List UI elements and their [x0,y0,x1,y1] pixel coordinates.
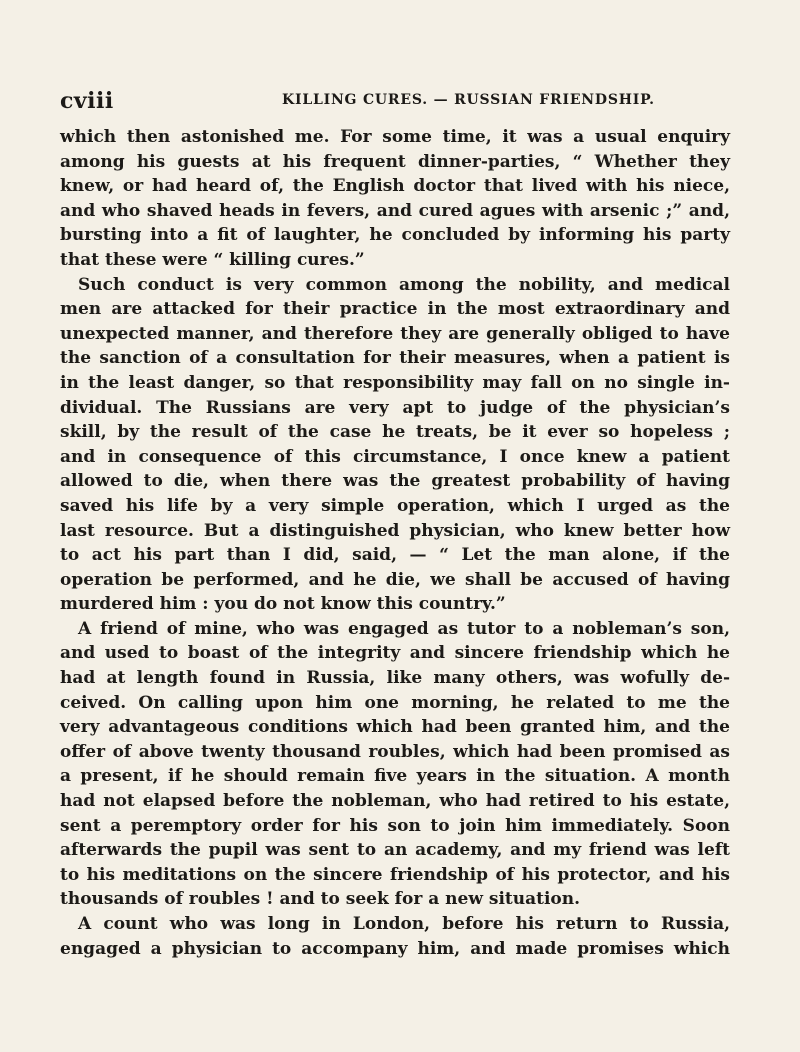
text-line: murdered him : you do not know this country.” [60,594,506,615]
text-line: to his meditations on the sincere friendship of his protector, and his [60,864,730,885]
text-line: unexpected manner, and therefore they are generally obliged to have [60,323,730,344]
text-line: afterwards the pupil was sent to an academy, and my friend was left [60,840,730,861]
text-line: Such conduct is very common among the nobility, and medical [78,274,730,295]
text-line: had not elapsed before the nobleman, who had retired to his estate, [60,791,730,812]
text-line: dividual. The Russians are very apt to judge of the physician’s [60,397,730,418]
text-line: offer of above twenty thousand roubles, which had been promised as [60,741,730,762]
text-line: saved his life by a very simple operation, which I urged as the [60,495,730,516]
text-line: and in consequence of this circumstance, I once knew a patient [60,446,730,467]
text-line: A friend of mine, who was engaged as tutor to a nobleman’s son, [78,618,730,639]
text-line: in the least danger, so that responsibility may fall on no single in- [60,372,730,393]
text-line: and who shaved heads in fevers, and cured agues with arsenic ;” and, [60,200,730,221]
body-text [60,125,730,961]
text-line: which then astonished me. For some time, it was a usual enquiry [60,127,730,147]
text-line: the sanction of a consultation for their measures, when a patient is [60,348,730,369]
text-line: a present, if he should remain five years in the situation. A month [60,766,730,787]
page-header [60,88,730,118]
text-line: engaged a physician to accompany him, and made promises which [60,938,730,959]
text-line: ceived. On calling upon him one morning, he related to me the [60,692,730,713]
text-line: thousands of roubles ! and to seek for a new situation. [60,889,581,910]
text-line: knew, or had heard of, the English doctor that lived with his niece, [60,176,730,197]
text-line: that these were “ killing cures.” [60,249,365,270]
running-head: KILLING CURES. — RUSSIAN FRIENDSHIP. [282,92,655,108]
text-line: very advantageous conditions which had been granted him, and the [60,717,730,738]
text-line: last resource. But a distinguished physician, who knew better how [60,520,730,541]
text-line: A count who was long in London, before his return to Russia, [78,914,730,934]
text-line: skill, by the result of the case he treats, be it ever so hopeless ; [60,422,730,443]
text-line: bursting into a fit of laughter, he concluded by informing his party [60,225,730,246]
page-number: cviii [60,88,114,114]
text-line: among his guests at his frequent dinner-parties, “ Whether they [60,151,730,172]
text-line: allowed to die, when there was the greatest probability of having [60,471,730,492]
text-line: and used to boast of the integrity and sincere friendship which he [60,643,730,664]
text-line: to act his part than I did, said, — “ Let the man alone, if the [60,545,730,566]
text-line: sent a peremptory order for his son to join him immediately. Soon [60,815,730,836]
text-line: operation be performed, and he die, we shall be accused of having [60,569,730,590]
text-line: had at length found in Russia, like many others, was wofully de- [60,668,730,689]
text-line: men are attacked for their practice in the most extraordinary and [60,299,730,320]
